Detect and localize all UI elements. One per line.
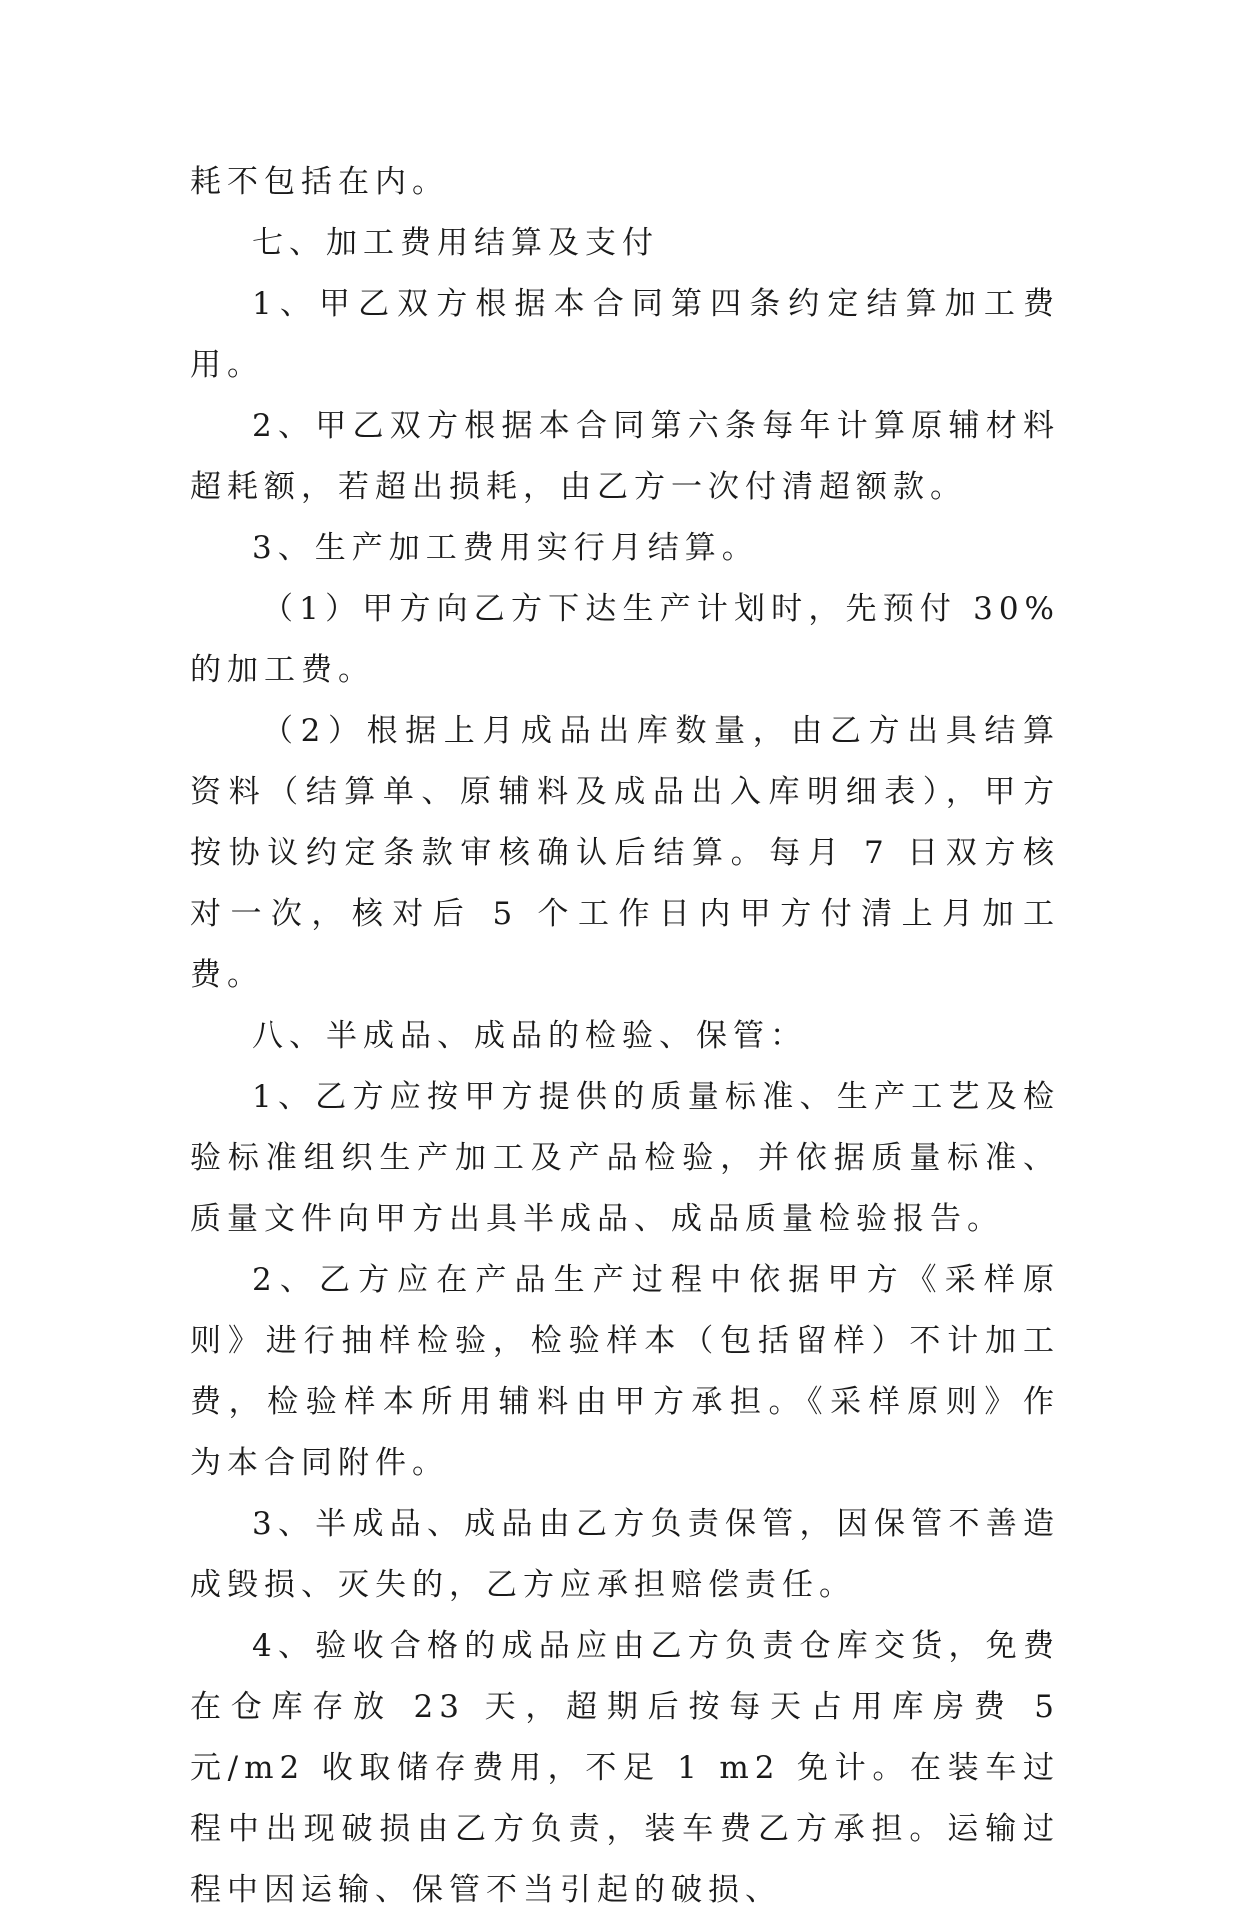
contract-body: [190, 152, 1060, 1921]
clause-7-3-2: （2）根据上月成品出库数量，由乙方出具结算资料（结算单、原辅料及成品出入库明细表），甲方按协议约定条款审核确认后结算。每月 7 日双方核对一次，核对后 5 个工作日内甲方付清上月加工费。: [190, 713, 1060, 993]
clause-7-1: 1、甲乙双方根据本合同第四条约定结算加工费用。: [190, 286, 1060, 383]
clause-7-3: 3、生产加工费用实行月结算。: [252, 530, 759, 566]
clause-8-1: 1、乙方应按甲方提供的质量标准、生产工艺及检验标准组织生产加工及产品检验，并依据质量标准、质量文件向甲方出具半成品、成品质量检验报告。: [190, 1079, 1060, 1237]
section-heading-8: 八、半成品、成品的检验、保管：: [252, 1018, 807, 1054]
clause-8-3: 3、半成品、成品由乙方负责保管，因保管不善造成毁损、灭失的，乙方应承担赔偿责任。: [190, 1506, 1060, 1603]
section-heading-7: 七、加工费用结算及支付: [252, 225, 659, 261]
clause-7-3-1: （1）甲方向乙方下达生产计划时，先预付 30%的加工费。: [190, 591, 1060, 688]
clause-8-2: 2、乙方应在产品生产过程中依据甲方《采样原则》进行抽样检验，检验样本（包括留样）不计加工费，检验样本所用辅料由甲方承担。《采样原则》作为本合同附件。: [190, 1262, 1060, 1481]
clause-7-2: 2、甲乙双方根据本合同第六条每年计算原辅材料超耗额，若超出损耗，由乙方一次付清超额款。: [190, 408, 1060, 505]
clause-8-4: 4、验收合格的成品应由乙方负责仓库交货，免费在仓库存放 23 天，超期后按每天占用库房费 5 元/m2 收取储存费用，不足 1 m2 免计。在装车过程中出现破损由乙方负责，装车费乙方承担。运输过程中因运输、保管不当引起的破损、: [190, 1628, 1060, 1908]
paragraph-continuation: 耗不包括在内。: [190, 164, 449, 200]
